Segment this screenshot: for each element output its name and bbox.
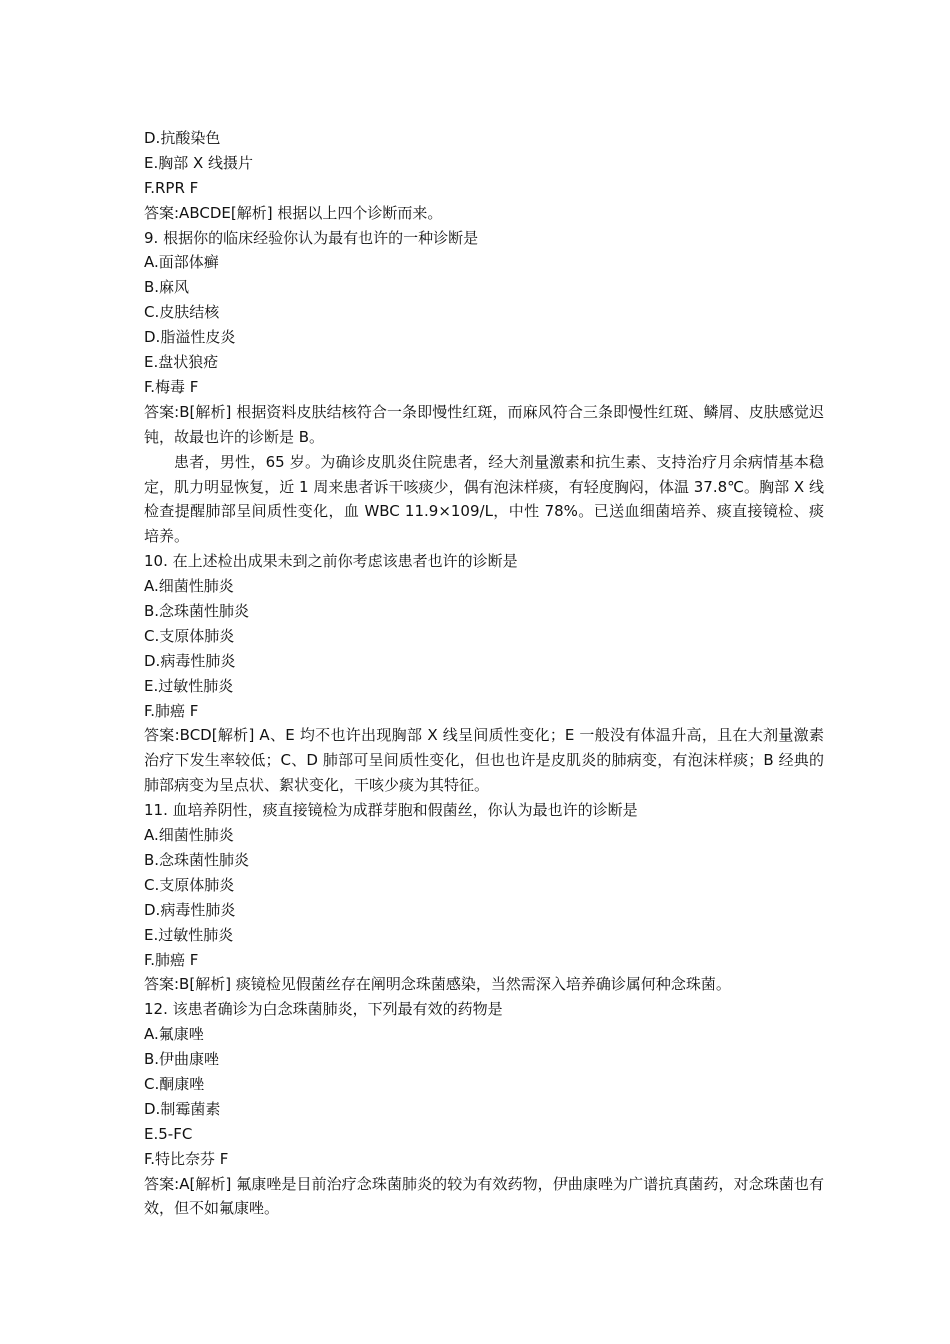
q10-option-f: F.肺癌 F [144,701,199,720]
q11-option-e: E.过敏性肺炎 [144,925,234,944]
answer-q10: 答案:BCD[解析] A、E 均不也许出现胸部 X 线呈间质性变化；E 一般没有体温升高，且在大剂量激素治疗下发生率较低；C、D 肺部可呈间质性变化，但也也许是皮肌炎的肺病变，有泡沫样痰；B 经典的肺部病变为呈点状、絮状变化，干咳少痰为其特征。 [144,726,824,795]
question-11: 11. 血培养阴性，痰直接镜检为成群芽胞和假菌丝，你认为最也许的诊断是 [144,801,638,820]
question-9: 9. 根据你的临床经验你认为最有也许的一种诊断是 [144,228,479,247]
option-d-acid-fast: D.抗酸染色 [144,129,221,147]
option-e-chest-xray: E.胸部 X 线摄片 [144,153,254,172]
q9-option-a: A.面部体癣 [144,253,219,272]
case-description: 患者，男性，65 岁。为确诊皮肌炎住院患者，经大剂量激素和抗生素、支持治疗月余病情基本稳定，肌力明显恢复，近 1 周来患者诉干咳痰少，偶有泡沫样痰，有轻度胸闷，体温 37.8℃。胸部 X 线检查提醒肺部呈间质性变化，血 WBC 11.9×109/L，中性 78%。已送血细菌培养、痰直接镜检、痰培养。 [144,452,824,546]
q10-option-b: B.念珠菌性肺炎 [144,602,250,621]
q11-option-b: B.念珠菌性肺炎 [144,850,250,869]
q12-option-f: F.特比奈芬 F [144,1149,229,1168]
q9-option-b: B.麻风 [144,278,190,297]
answer-q9: 答案:B[解析] 根据资料皮肤结核符合一条即慢性红斑，而麻风符合三条即慢性红斑、鳞屑、皮肤感觉迟钝，故最也许的诊断是 B。 [144,402,824,446]
q10-option-c: C.支原体肺炎 [144,626,235,645]
q12-option-e: E.5-FC [144,1124,193,1143]
option-f-rpr: F.RPR F [144,178,199,197]
q10-option-a: A.细菌性肺炎 [144,577,234,596]
answer-q8: 答案:ABCDE[解析] 根据以上四个诊断而来。 [144,203,443,222]
q11-option-a: A.细菌性肺炎 [144,826,234,845]
q9-option-e: E.盘状狼疮 [144,353,219,372]
q10-option-d: D.病毒性肺炎 [144,651,236,670]
q11-option-d: D.病毒性肺炎 [144,900,236,919]
q12-option-d: D.制霉菌素 [144,1099,221,1118]
q9-option-d: D.脂溢性皮炎 [144,328,236,347]
q9-option-c: C.皮肤结核 [144,303,220,322]
question-12: 12. 该患者确诊为白念珠菌肺炎，下列最有效的药物是 [144,1000,503,1019]
q9-option-f: F.梅毒 F [144,377,199,396]
question-10: 10. 在上述检出成果未到之前你考虑该患者也许的诊断是 [144,552,518,571]
q12-option-b: B.伊曲康唑 [144,1050,220,1069]
q12-option-c: C.酮康唑 [144,1074,205,1093]
document-body [144,126,824,1221]
q10-option-e: E.过敏性肺炎 [144,676,234,695]
q11-option-f: F.肺癌 F [144,950,199,969]
answer-q11: 答案:B[解析] 痰镜检见假菌丝存在阐明念珠菌感染，当然需深入培养确诊属何种念珠菌。 [144,975,731,994]
q11-option-c: C.支原体肺炎 [144,875,235,894]
answer-q12: 答案:A[解析] 氟康唑是目前治疗念珠菌肺炎的较为有效药物，伊曲康唑为广谱抗真菌药，对念珠菌也有效，但不如氟康唑。 [144,1174,824,1218]
q12-option-a: A.氟康唑 [144,1025,204,1044]
